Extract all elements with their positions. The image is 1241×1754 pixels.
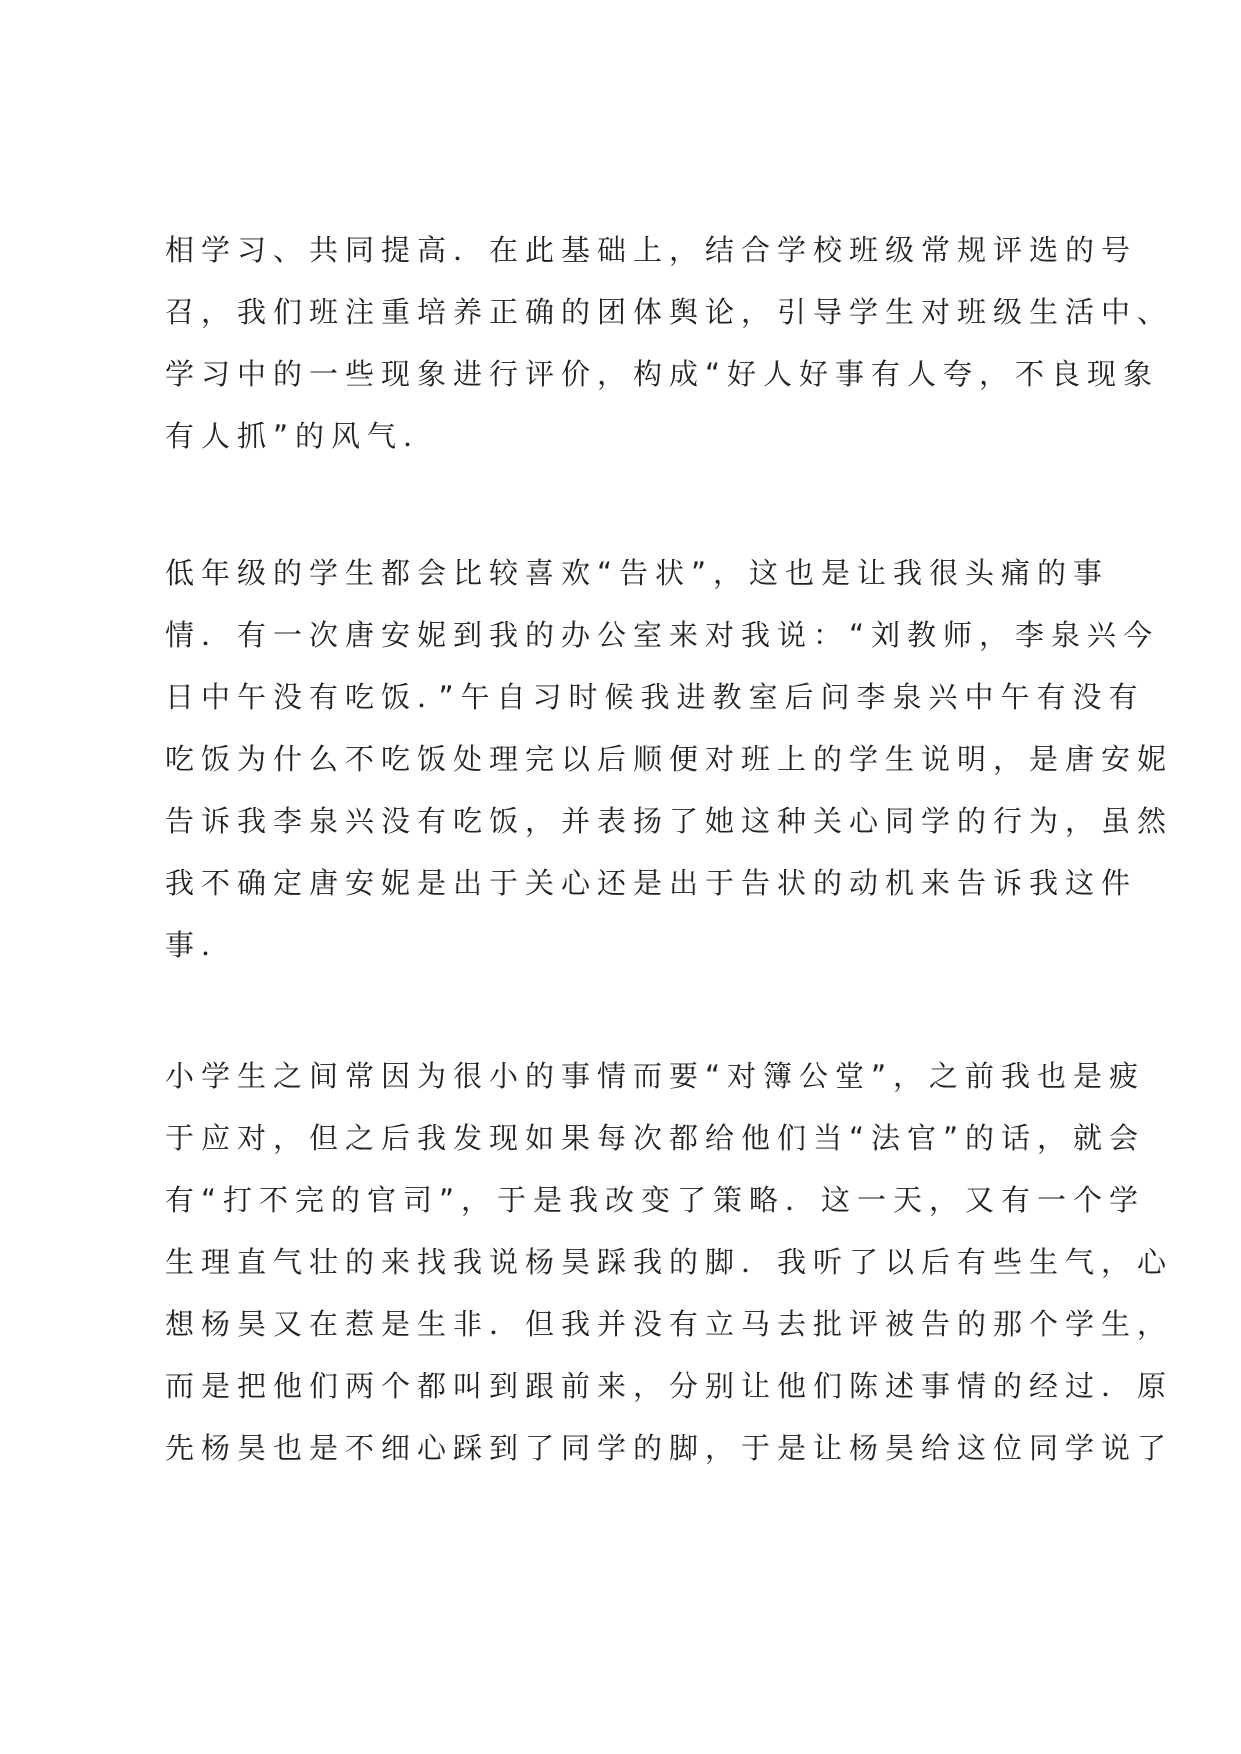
text-line: 小学生之间常因为很小的事情而要“对簿公堂”，之前我也是疲 (165, 1059, 1146, 1093)
text-line: 事． (165, 928, 238, 962)
text-line: 召，我们班注重培养正确的团体舆论，引导学生对班级生活中、 (165, 295, 1174, 329)
text-line: 先杨昊也是不细心踩到了同学的脚，于是让杨昊给这位同学说了 (165, 1431, 1174, 1465)
text-line: 日中午没有吃饭．”午自习时候我进教室后问李泉兴中午有没有 (165, 680, 1145, 714)
text-line: 低年级的学生都会比较喜欢“告状”，这也是让我很头痛的事 (165, 556, 1110, 590)
text-line: 想杨昊又在惹是生非．但我并没有立马去批评被告的那个学生， (165, 1307, 1174, 1341)
text-line: 我不确定唐安妮是出于关心还是出于告状的动机来告诉我这件 (165, 866, 1138, 900)
text-line: 情．有一次唐安妮到我的办公室来对我说：“刘教师，李泉兴今 (165, 618, 1160, 652)
text-line: 有“打不完的官司”，于是我改变了策略．这一天，又有一个学 (165, 1183, 1146, 1217)
text-line: 学习中的一些现象进行评价，构成“好人好事有人夸，不良现象 (165, 357, 1160, 391)
text-line: 而是把他们两个都叫到跟前来，分别让他们陈述事情的经过．原 (165, 1369, 1174, 1403)
text-line: 告诉我李泉兴没有吃饭，并表扬了她这种关心同学的行为，虽然 (165, 804, 1174, 838)
text-line: 吃饭为什么不吃饭处理完以后顺便对班上的学生说明，是唐安妮 (165, 742, 1174, 776)
text-line: 生理直气壮的来找我说杨昊踩我的脚．我听了以后有些生气，心 (165, 1245, 1174, 1279)
text-line: 有人抓”的风气． (165, 419, 440, 453)
text-line: 相学习、共同提高．在此基础上，结合学校班级常规评选的号 (165, 233, 1138, 267)
text-line: 于应对，但之后我发现如果每次都给他们当“法官”的话，就会 (165, 1121, 1146, 1155)
